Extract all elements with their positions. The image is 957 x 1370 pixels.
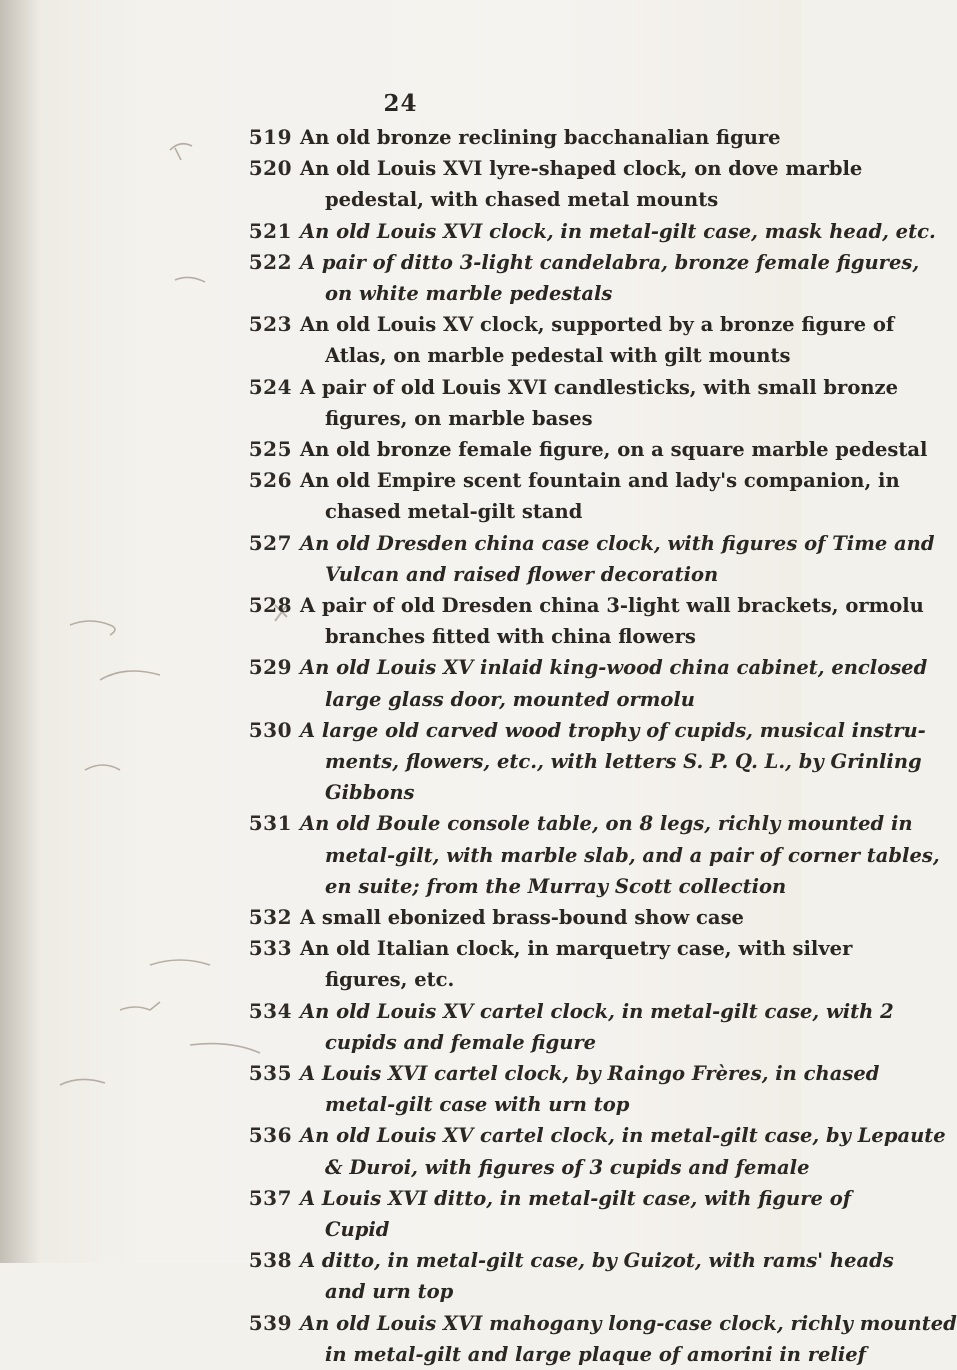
- lot-number: 528: [248, 593, 292, 617]
- lot-line: A pair of ditto 3-light candelabra, bronze female figures,: [300, 250, 920, 274]
- lot-line: Atlas, on marble pedestal with gilt mounts: [325, 344, 791, 368]
- lot-number: 519: [248, 125, 292, 149]
- lot-line: and urn top: [325, 1280, 454, 1304]
- lot-description: [300, 1245, 894, 1307]
- lot-description: [300, 465, 900, 527]
- lot-number: 536: [248, 1123, 292, 1148]
- lot-description: [300, 933, 853, 995]
- lot-number: 522: [248, 249, 292, 274]
- lot-number: 530: [248, 717, 292, 742]
- lot-line: A small ebonized brass-bound show case: [300, 906, 744, 929]
- lot-line: An old Empire scent fountain and lady's companion, in: [300, 469, 900, 493]
- lot-line: A Louis XVI ditto, in metal-gilt case, with figure of: [300, 1186, 852, 1210]
- lot-line: chased metal-gilt stand: [325, 500, 583, 524]
- lot-number: 526: [248, 468, 292, 493]
- page-number: 24: [383, 90, 418, 117]
- lot-description: [300, 652, 928, 714]
- lot-description: [300, 902, 795, 933]
- lot-line: & Duroi, with figures of 3 cupids and female: [325, 1155, 810, 1179]
- lot-line: Gibbons: [325, 781, 415, 805]
- lot-description: [300, 1308, 957, 1370]
- lot-description: [300, 309, 895, 371]
- lot-line: An old Louis XV clock, supported by a bronze figure of: [300, 313, 895, 337]
- lot-line: cupids and female figure: [325, 1030, 597, 1054]
- lot-line: metal-gilt case with urn top: [325, 1093, 630, 1117]
- lot-description: [300, 715, 926, 809]
- lot-line: Vulcan and raised flower decoration: [325, 562, 719, 586]
- lot-description: [300, 372, 898, 434]
- lot-number: 531: [248, 811, 292, 836]
- lot-description: [300, 528, 935, 590]
- lot-line: A pair of old Louis XVI candlesticks, with small bronze: [300, 375, 898, 399]
- lot-description: [300, 996, 894, 1058]
- lot-description: [300, 808, 940, 902]
- lot-number: 539: [248, 1310, 292, 1335]
- lot-number: 521: [248, 218, 292, 243]
- lot-line: An old Dresden china case clock, with figures of Time and: [300, 531, 935, 555]
- lot-line: on white marble pedestals: [325, 282, 613, 305]
- lot-line: A large old carved wood trophy of cupids, musical instru-: [300, 718, 926, 742]
- lot-number: 532: [248, 905, 292, 929]
- lot-line: An old bronze female figure, on a square marble pedestal: [300, 438, 928, 461]
- lot-number: 523: [248, 312, 292, 337]
- lot-line: metal-gilt, with marble slab, and a pair of corner tables,: [325, 843, 940, 867]
- lot-description: [300, 153, 863, 215]
- lot-line: branches fitted with china flowers: [325, 625, 696, 649]
- lot-line: A Louis XVI cartel clock, by Raingo Frères, in chased: [300, 1062, 880, 1085]
- lot-line: figures, etc.: [325, 968, 455, 992]
- lot-line: pedestal, with chased metal mounts: [325, 188, 719, 212]
- lot-line: Cupid: [325, 1218, 390, 1241]
- lot-line: An old Louis XVI clock, in metal-gilt case, mask head, etc.: [300, 219, 936, 243]
- lot-number: 535: [248, 1061, 292, 1085]
- lot-line: An old bronze reclining bacchanalian figure: [300, 126, 781, 149]
- lot-description: [300, 434, 928, 465]
- lot-line: An old Louis XV cartel clock, in metal-gilt case, by Lepaute: [300, 1124, 946, 1148]
- lot-line: en suite; from the Murray Scott collection: [325, 874, 787, 898]
- lot-number: 520: [248, 156, 292, 181]
- lot-description: [300, 247, 920, 309]
- lot-line: An old Louis XVI mahogany long-case clock, richly mounted: [300, 1311, 957, 1335]
- lot-line: in metal-gilt and large plaque of amorini in relief: [325, 1342, 867, 1366]
- lot-description: [300, 1120, 946, 1182]
- lot-description: [300, 1058, 880, 1120]
- lot-line: A ditto, in metal-gilt case, by Guizot, with rams' heads: [300, 1249, 894, 1273]
- lot-line: An old Louis XV inlaid king-wood china cabinet, enclosed: [300, 656, 928, 680]
- lot-number: 533: [248, 936, 292, 961]
- lot-number: 537: [248, 1185, 292, 1210]
- lot-line: A pair of old Dresden china 3-light wall brackets, ormolu: [300, 594, 924, 617]
- lot-number: 534: [248, 998, 292, 1023]
- lot-line: large glass door, mounted ormolu: [325, 687, 695, 711]
- lot-description: [300, 1183, 852, 1245]
- lot-number: 525: [248, 437, 292, 461]
- lot-number: 527: [248, 530, 292, 555]
- lot-number: 524: [248, 374, 292, 399]
- lot-line: An old Boule console table, on 8 legs, richly mounted in: [300, 812, 913, 836]
- lot-description: [300, 590, 924, 652]
- lot-line: figures, on marble bases: [325, 406, 593, 430]
- lot-description: [300, 216, 936, 247]
- lot-number: 538: [248, 1248, 292, 1273]
- lot-line: An old Louis XV cartel clock, in metal-gilt case, with 2: [300, 999, 894, 1023]
- lot-line: An old Louis XVI lyre-shaped clock, on dove marble: [300, 157, 863, 181]
- lot-line: An old Italian clock, in marquetry case, with silver: [300, 937, 853, 961]
- lot-line: ments, flowers, etc., with letters S. P. Q. L., by Grinling: [325, 750, 922, 773]
- lot-number: 529: [248, 655, 292, 680]
- lot-description: [300, 122, 795, 153]
